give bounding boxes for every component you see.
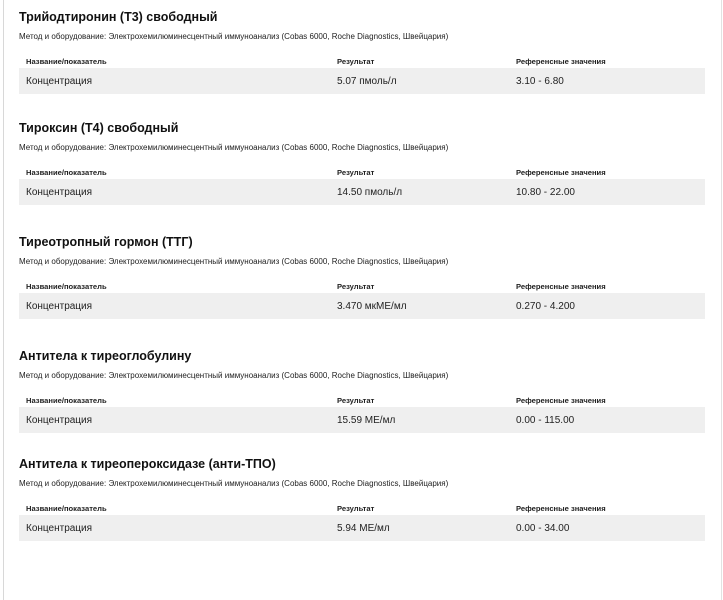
header-result: Результат <box>337 56 375 66</box>
table-row <box>19 68 705 94</box>
header-result: Результат <box>337 281 375 291</box>
results-table <box>19 393 705 433</box>
header-name: Название/показатель <box>26 167 107 177</box>
header-reference: Референсные значения <box>516 503 606 513</box>
section-title: Трийодтиронин (Т3) свободный <box>19 10 218 24</box>
table-header <box>19 54 705 68</box>
table-header <box>19 393 705 407</box>
results-table <box>19 54 705 94</box>
page-edge-right <box>721 0 722 600</box>
cell-result: 15.59 МЕ/мл <box>337 414 396 426</box>
table-row <box>19 407 705 433</box>
table-row <box>19 515 705 541</box>
section-title: Тироксин (Т4) свободный <box>19 121 179 135</box>
results-table <box>19 501 705 541</box>
cell-name: Концентрация <box>26 300 93 312</box>
method-text: Метод и оборудование: Электрохемилюминесцентный иммуноанализ (Cobas 6000, Roche Diagnostics, Швейцария) <box>19 371 449 380</box>
results-table <box>19 279 705 319</box>
header-reference: Референсные значения <box>516 395 606 405</box>
cell-name: Концентрация <box>26 522 93 534</box>
cell-name: Концентрация <box>26 414 93 426</box>
section-title: Антитела к тиреопероксидазе (анти-ТПО) <box>19 457 276 471</box>
cell-result: 5.94 МЕ/мл <box>337 522 390 534</box>
section-t4-free <box>19 120 705 205</box>
cell-name: Концентрация <box>26 186 93 198</box>
cell-result: 14.50 пмоль/л <box>337 186 403 198</box>
section-anti-tg <box>19 348 705 433</box>
header-name: Название/показатель <box>26 503 107 513</box>
header-reference: Референсные значения <box>516 56 606 66</box>
table-header <box>19 279 705 293</box>
table-row <box>19 179 705 205</box>
header-name: Название/показатель <box>26 395 107 405</box>
header-reference: Референсные значения <box>516 167 606 177</box>
section-tsh <box>19 234 705 319</box>
cell-reference: 0.00 - 115.00 <box>516 414 575 426</box>
header-reference: Референсные значения <box>516 281 606 291</box>
header-name: Название/показатель <box>26 281 107 291</box>
header-result: Результат <box>337 395 375 405</box>
method-text: Метод и оборудование: Электрохемилюминесцентный иммуноанализ (Cobas 6000, Roche Diagnostics, Швейцария) <box>19 257 449 266</box>
table-header <box>19 501 705 515</box>
results-table <box>19 165 705 205</box>
method-text: Метод и оборудование: Электрохемилюминесцентный иммуноанализ (Cobas 6000, Roche Diagnostics, Швейцария) <box>19 32 449 41</box>
page-edge-left <box>3 0 4 600</box>
header-result: Результат <box>337 503 375 513</box>
cell-result: 5.07 пмоль/л <box>337 75 397 87</box>
cell-result: 3.470 мкМЕ/мл <box>337 300 407 312</box>
cell-name: Концентрация <box>26 75 93 87</box>
section-title: Антитела к тиреоглобулину <box>19 349 192 363</box>
section-title: Тиреотропный гормон (ТТГ) <box>19 235 193 249</box>
method-text: Метод и оборудование: Электрохемилюминесцентный иммуноанализ (Cobas 6000, Roche Diagnostics, Швейцария) <box>19 479 449 488</box>
header-result: Результат <box>337 167 375 177</box>
cell-reference: 3.10 - 6.80 <box>516 75 564 87</box>
table-header <box>19 165 705 179</box>
section-anti-tpo <box>19 456 705 541</box>
header-name: Название/показатель <box>26 56 107 66</box>
table-row <box>19 293 705 319</box>
cell-reference: 10.80 - 22.00 <box>516 186 575 198</box>
method-text: Метод и оборудование: Электрохемилюминесцентный иммуноанализ (Cobas 6000, Roche Diagnostics, Швейцария) <box>19 143 449 152</box>
cell-reference: 0.270 - 4.200 <box>516 300 575 312</box>
cell-reference: 0.00 - 34.00 <box>516 522 570 534</box>
section-t3-free <box>19 9 705 94</box>
